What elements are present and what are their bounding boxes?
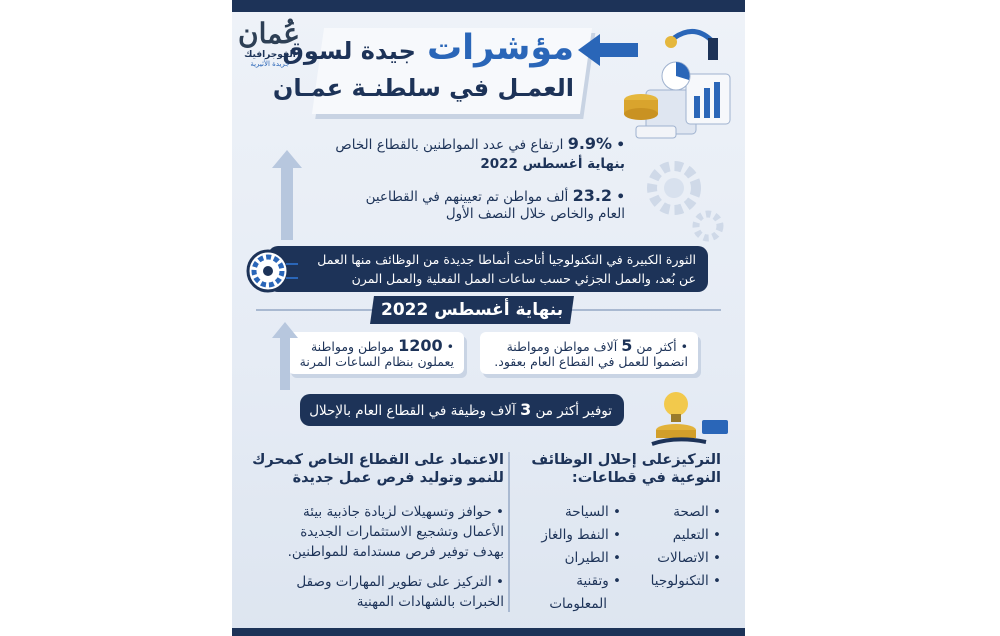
tech-line1: الثورة الكبيرة في التكنولوجيا أتاحت أنماطا جديدة من الوظائف منها العمل [317, 252, 696, 267]
focus-item-label: الطيران [564, 550, 609, 566]
private-b1-line2: الأعمال وتشجيع الاستثمارات الجديدة [300, 524, 504, 540]
focus-item-continuation: المعلومات [549, 596, 607, 612]
public-box-value: 5 [621, 336, 633, 355]
bullet-dot: • [616, 189, 625, 205]
flex-box-line2: يعملون بنظام الساعات المرنة [299, 354, 454, 369]
focus-item-label: التعليم [672, 527, 709, 543]
focus-item [629, 504, 721, 527]
focus-col-left [529, 504, 621, 616]
private-b1-line3: بهدف توفير فرص مستدامة للمواطنين. [287, 544, 504, 560]
stat-1-value: 9.9% [567, 134, 613, 153]
stat-2-value: 23.2 [572, 186, 613, 205]
bullet-dot: • [713, 573, 721, 589]
focus-item-label: التكنولوجيا [650, 573, 709, 589]
logo-line1: الفوجرافيك [244, 50, 296, 60]
top-bar [232, 0, 745, 12]
focus-item-label: الاتصالات [657, 550, 709, 566]
logo-name: عُمان [238, 17, 300, 50]
bullet-dot: • [713, 527, 721, 543]
title-line1 [282, 28, 574, 71]
tech-gear-icon [242, 246, 298, 296]
flexible-hours-box [288, 332, 464, 374]
focus-item-label: النفط والغاز [541, 527, 609, 543]
private-b2-line2: الخبرات بالشهادات المهنية [356, 594, 504, 610]
finance-illustration-icon [616, 18, 741, 148]
bullet-dot: • [496, 504, 504, 520]
logo-line2: جريدة الأثيرية [250, 60, 290, 68]
title-rest: جيدة لسوق [282, 37, 416, 65]
public-box-suffix: آلاف مواطن ومواطنة [506, 339, 618, 354]
public-box-prefix: أكثر من [636, 339, 677, 354]
public-box-line2: انضموا للعمل في القطاع العام بعقود. [494, 354, 688, 369]
focus-item [629, 573, 721, 596]
august-banner-text: بنهاية أغسطس 2022 [380, 300, 564, 320]
flex-box-value: 1200 [398, 336, 443, 355]
tech-line2: عن بُعد، والعمل الجزئي حسب ساعات العمل الفعلية والعمل المرن [351, 271, 696, 286]
august-banner [370, 296, 574, 324]
focus-heading1: التركيزعلى إحلال الوظائف [531, 452, 721, 468]
bullet-dot: • [680, 339, 688, 354]
up-arrow-icon [272, 150, 302, 240]
focus-heading2: النوعية في قطاعات: [571, 470, 721, 486]
private-heading1: الاعتماد على القطاع الخاص كمحرك [252, 452, 504, 468]
private-b2-text: التركيز على تطوير المهارات وصقل [296, 574, 492, 590]
focus-item-label: وتقنية [576, 573, 609, 589]
jobs-banner [300, 394, 624, 426]
focus-item [529, 527, 621, 550]
bullet-dot: • [613, 550, 621, 566]
focus-item [629, 527, 721, 550]
public-box-line1 [507, 336, 688, 355]
bullet-dot: • [613, 573, 621, 589]
jobs-text [309, 400, 612, 419]
tech-banner [268, 246, 708, 292]
focus-item-label: السياحة [565, 504, 609, 520]
bullet-dot: • [713, 550, 721, 566]
up-arrow-icon [272, 322, 298, 390]
jobs-value: 3 [520, 400, 532, 419]
jobs-suffix: آلاف وظيفة في القطاع العام بالإحلال [309, 403, 516, 419]
bullet-dot: • [496, 574, 504, 590]
infographic-poster [232, 0, 745, 636]
private-b1-text: حوافز وتسهيلات لزيادة جاذبية بيئة [303, 504, 492, 520]
bullet-dot: • [613, 504, 621, 520]
bullet-dot: • [616, 137, 625, 153]
stat-1-line2: بنهاية أغسطس 2022 [480, 156, 625, 172]
focus-item [529, 504, 621, 527]
title-main-word: مؤشرات [427, 28, 574, 68]
focus-item [529, 550, 621, 573]
stat-1-text: ارتفاع في عدد المواطنين بالقطاع الخاص [335, 137, 564, 153]
focus-item-label: الصحة [673, 504, 709, 520]
bottom-bar [232, 628, 745, 636]
column-divider [508, 452, 510, 612]
private-b1-line1 [250, 504, 504, 520]
focus-item [529, 573, 621, 596]
lightbulb-coins-icon [646, 386, 730, 450]
stat-1-line1 [250, 134, 625, 153]
stat-2-text: ألف مواطن تم تعيينهم في القطاعين [365, 189, 569, 205]
flex-box-line1 [311, 336, 454, 355]
flex-box-suffix: مواطن ومواطنة [310, 339, 395, 354]
bullet-dot: • [713, 504, 721, 520]
bullet-dot: • [613, 527, 621, 543]
stat-2-line2: العام والخاص خلال النصف الأول [445, 206, 625, 222]
bullet-dot: • [446, 339, 454, 354]
title-line2: العمـل في سلطنـة عمـان [272, 74, 574, 102]
public-sector-box [480, 332, 698, 374]
stat-2-line1 [250, 186, 625, 205]
gears-icon [636, 156, 736, 246]
focus-col-right [629, 504, 721, 596]
focus-item [629, 550, 721, 573]
jobs-prefix: توفير أكثر من [535, 403, 612, 419]
private-heading2: للنمو وتوليد فرص عمل جديدة [292, 470, 504, 486]
private-b2-line1 [250, 574, 504, 590]
